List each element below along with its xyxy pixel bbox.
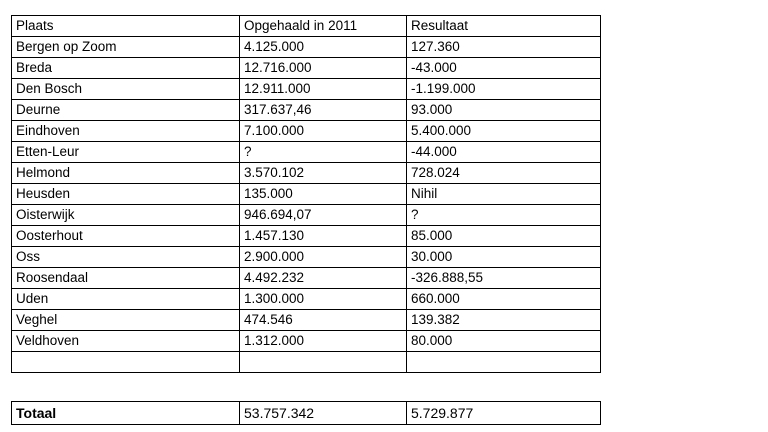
cell-resultaat: -326.888,55 [407,268,601,289]
table-row-empty [12,352,601,373]
cell-opgehaald: 4.125.000 [240,37,407,58]
cell-plaats: Deurne [12,100,240,121]
cell-plaats: Eindhoven [12,121,240,142]
total-table-container [11,401,600,425]
total-table [11,401,601,425]
cell-plaats: Bergen op Zoom [12,37,240,58]
cell-resultaat: Nihil [407,184,601,205]
cell-resultaat: 85.000 [407,226,601,247]
cell-opgehaald: 946.694,07 [240,205,407,226]
cell-opgehaald: 1.312.000 [240,331,407,352]
cell-resultaat: 139.382 [407,310,601,331]
table-row [12,268,601,289]
cell-resultaat: -44.000 [407,142,601,163]
table-row [12,247,601,268]
column-header-resultaat: Resultaat [407,16,601,37]
cell-opgehaald: 1.300.000 [240,289,407,310]
cell-plaats: Heusden [12,184,240,205]
cell-opgehaald: 3.570.102 [240,163,407,184]
table-row [12,37,601,58]
table-row [12,310,601,331]
cell-resultaat: -1.199.000 [407,79,601,100]
table-row [12,163,601,184]
cell-resultaat: 93.000 [407,100,601,121]
cell-resultaat [407,352,601,373]
cell-plaats: Roosendaal [12,268,240,289]
table-row [12,184,601,205]
cell-opgehaald: 474.546 [240,310,407,331]
cell-plaats: Uden [12,289,240,310]
cell-opgehaald: 2.900.000 [240,247,407,268]
cell-resultaat: 80.000 [407,331,601,352]
column-header-plaats: Plaats [12,16,240,37]
cell-resultaat: 127.360 [407,37,601,58]
table-row [12,331,601,352]
cell-opgehaald: 12.911.000 [240,79,407,100]
cell-plaats: Veldhoven [12,331,240,352]
cell-plaats: Den Bosch [12,79,240,100]
table-header [12,16,601,37]
total-label: Totaal [12,402,240,425]
main-table-container [11,15,600,373]
cell-plaats: Veghel [12,310,240,331]
cell-resultaat: 30.000 [407,247,601,268]
cell-opgehaald: 12.716.000 [240,58,407,79]
cell-opgehaald: 4.492.232 [240,268,407,289]
total-opgehaald: 53.757.342 [240,402,407,425]
cell-opgehaald: 7.100.000 [240,121,407,142]
total-row [12,402,601,425]
cell-plaats: Oosterhout [12,226,240,247]
cell-opgehaald: 317.637,46 [240,100,407,121]
cell-resultaat: 728.024 [407,163,601,184]
cell-plaats [12,352,240,373]
cell-opgehaald: 135.000 [240,184,407,205]
column-header-opgehaald: Opgehaald in 2011 [240,16,407,37]
cell-resultaat: 5.400.000 [407,121,601,142]
table-row [12,289,601,310]
table-body [12,37,601,373]
table-row [12,121,601,142]
cell-opgehaald: ? [240,142,407,163]
table-row [12,226,601,247]
table-row [12,100,601,121]
table-header-row [12,16,601,37]
cell-plaats: Etten-Leur [12,142,240,163]
cell-plaats: Oisterwijk [12,205,240,226]
cell-resultaat: -43.000 [407,58,601,79]
cell-opgehaald: 1.457.130 [240,226,407,247]
collection-results-table [11,15,601,373]
cell-plaats: Breda [12,58,240,79]
cell-plaats: Helmond [12,163,240,184]
cell-plaats: Oss [12,247,240,268]
table-row [12,205,601,226]
cell-resultaat: 660.000 [407,289,601,310]
table-row [12,58,601,79]
total-resultaat: 5.729.877 [407,402,601,425]
table-row [12,79,601,100]
cell-resultaat: ? [407,205,601,226]
cell-opgehaald [240,352,407,373]
table-row [12,142,601,163]
